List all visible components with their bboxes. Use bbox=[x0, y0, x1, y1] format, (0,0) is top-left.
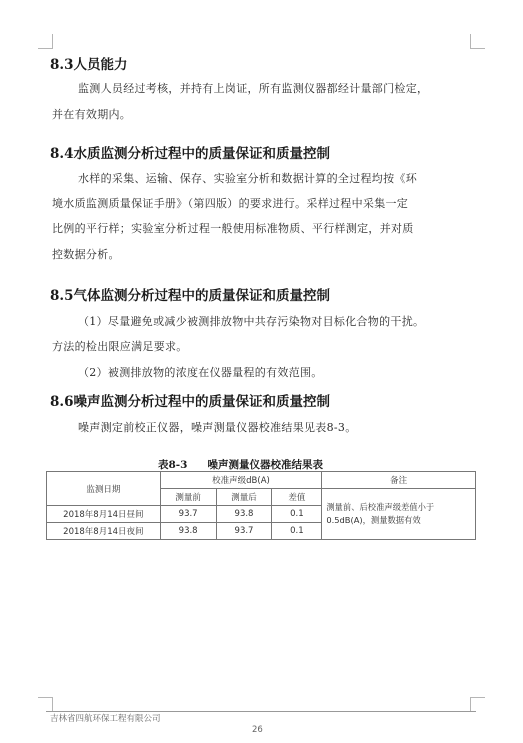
table-header-row bbox=[47, 472, 476, 489]
note-line: 测量前、后校准声级差值小于 bbox=[326, 502, 435, 512]
page-number: 26 bbox=[252, 725, 263, 735]
cell-date: 2018年8月14日夜间 bbox=[47, 523, 161, 540]
header-diff: 差值 bbox=[272, 489, 322, 506]
cell-date: 2018年8月14日昼间 bbox=[47, 506, 161, 523]
crop-mark-bottom-right bbox=[470, 697, 485, 712]
section-8-3-heading: 8.3人员能力 bbox=[50, 57, 128, 73]
cell-after: 93.8 bbox=[216, 506, 272, 523]
note-line: 0.5dB(A)，测量数据有效 bbox=[326, 515, 421, 525]
paragraph-line: 并在有效期内。 bbox=[52, 108, 132, 121]
cell-after: 93.7 bbox=[216, 523, 272, 540]
cell-diff: 0.1 bbox=[272, 506, 322, 523]
header-calibration-level: 校准声级dB(A) bbox=[160, 472, 322, 489]
cell-before: 93.8 bbox=[160, 523, 216, 540]
paragraph-line: 控数据分析。 bbox=[52, 248, 120, 261]
note-cell bbox=[322, 489, 476, 540]
table-number: 表8-3 bbox=[158, 459, 188, 471]
header-date: 监测日期 bbox=[47, 472, 161, 506]
footer-company: 吉林省四航环保工程有限公司 bbox=[50, 714, 161, 724]
paragraph-line: 比例的平行样；实验室分析过程一般使用标准物质、平行样测定，并对质 bbox=[52, 222, 414, 235]
paragraph-line: 境水质监测质量保证手册》（第四版）的要求进行。采样过程中采集一定 bbox=[52, 197, 409, 210]
crop-mark-top-right bbox=[470, 34, 485, 49]
header-note: 备注 bbox=[322, 472, 476, 489]
crop-mark-top-left bbox=[38, 34, 53, 49]
header-before: 测量前 bbox=[160, 489, 216, 506]
section-8-4-heading: 8.4水质监测分析过程中的质量保证和质量控制 bbox=[50, 146, 330, 162]
crop-mark-bottom-left bbox=[38, 697, 53, 712]
table-title: 噪声测量仪器校准结果表 bbox=[207, 459, 323, 471]
section-8-6-heading: 8.6噪声监测分析过程中的质量保证和质量控制 bbox=[50, 394, 330, 410]
cell-diff: 0.1 bbox=[272, 523, 322, 540]
calibration-table bbox=[46, 471, 476, 540]
header-after: 测量后 bbox=[216, 489, 272, 506]
cell-before: 93.7 bbox=[160, 506, 216, 523]
paragraph-line: （2）被测排放物的浓度在仪器量程的有效范围。 bbox=[78, 366, 323, 379]
paragraph-line: 方法的检出限应满足要求。 bbox=[52, 340, 188, 353]
paragraph-line: （1）尽量避免或减少被测排放物中共存污染物对目标化合物的干扰。 bbox=[78, 315, 425, 328]
paragraph-line: 水样的采集、运输、保存、实验室分析和数据计算的全过程均按《环 bbox=[78, 172, 417, 185]
table-caption bbox=[158, 457, 343, 472]
paragraph-line: 噪声测定前校正仪器，噪声测量仪器校准结果见表8-3。 bbox=[78, 421, 357, 434]
section-8-5-heading: 8.5气体监测分析过程中的质量保证和质量控制 bbox=[50, 288, 330, 304]
paragraph-line: 监测人员经过考核，并持有上岗证，所有监测仪器都经计量部门检定， bbox=[78, 82, 429, 95]
